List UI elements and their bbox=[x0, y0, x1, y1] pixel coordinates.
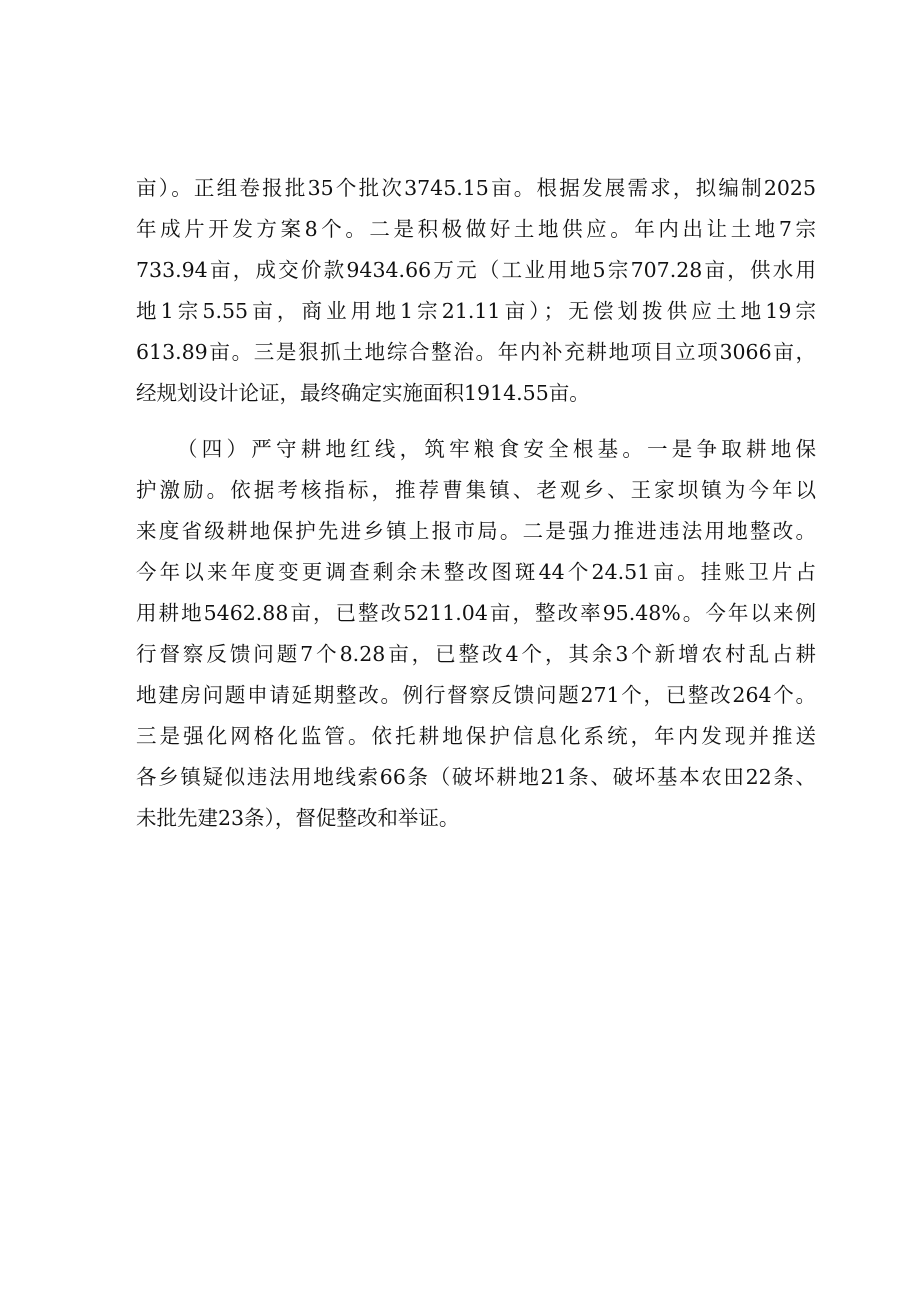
paragraph-line: 733.94亩，成交价款9434.66万元（工业用地5宗707.28亩，供水用 bbox=[136, 258, 816, 282]
paragraph-line: 经规划设计论证，最终确定实施面积1914.55亩。 bbox=[136, 381, 590, 405]
paragraph-line: 三是强化网格化监管。依托耕地保护信息化系统，年内发现并推送 bbox=[136, 724, 816, 748]
paragraph-line: 行督察反馈问题7个8.28亩，已整改4个，其余3个新增农村乱占耕 bbox=[136, 642, 816, 666]
paragraph-line: 亩）。正组卷报批35个批次3745.15亩。根据发展需求，拟编制2025 bbox=[136, 176, 816, 200]
paragraph-line: 613.89亩。三是狠抓土地综合整治。年内补充耕地项目立项3066亩， bbox=[136, 340, 816, 364]
paragraph-line: 护激励。依据考核指标，推荐曹集镇、老观乡、王家坝镇为今年以 bbox=[136, 478, 816, 502]
paragraph-line: 地建房问题申请延期整改。例行督察反馈问题271个，已整改264个。 bbox=[136, 683, 816, 707]
paragraph-line: 未批先建23条），督促整改和举证。 bbox=[136, 806, 460, 830]
paragraph-line: （四）严守耕地红线，筑牢粮食安全根基。一是争取耕地保 bbox=[177, 437, 816, 461]
paragraph-line: 来度省级耕地保护先进乡镇上报市局。二是强力推进违法用地整改。 bbox=[136, 519, 816, 543]
paragraph-line: 用耕地5462.88亩，已整改5211.04亩，整改率95.48%。今年以来例 bbox=[136, 601, 816, 625]
paragraph-line: 今年以来年度变更调查剩余未整改图斑44个24.51亩。挂账卫片占 bbox=[136, 560, 816, 584]
paragraph-line: 各乡镇疑似违法用地线索66条（破坏耕地21条、破坏基本农田22条、 bbox=[136, 765, 816, 789]
paragraph-line: 地1宗5.55亩，商业用地1宗21.11亩）；无偿划拨供应土地19宗 bbox=[136, 299, 816, 323]
paragraph-line: 年成片开发方案8个。二是积极做好土地供应。年内出让土地7宗 bbox=[136, 217, 816, 241]
